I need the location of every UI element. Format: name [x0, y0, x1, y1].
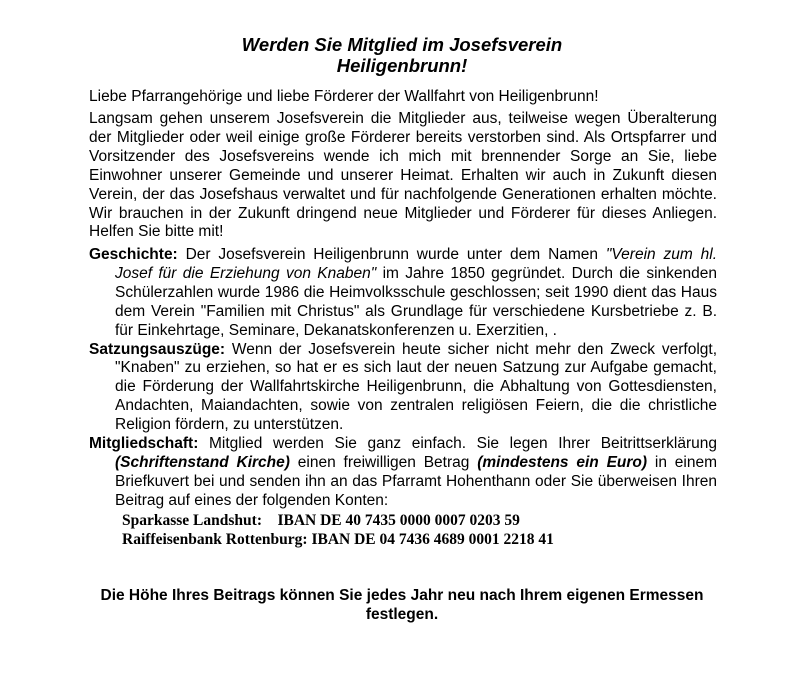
mitglied-mindestbetrag: (mindestens ein Euro) — [477, 453, 648, 471]
title-line-2: Heiligenbrunn! — [336, 55, 468, 76]
mitglied-text-3: in einem Briefkuvert bei und senden ihn an das Pfarramt Hohenthann oder Sie überweisen Ihren Beitrag auf eines der folgenden Konten: — [115, 453, 718, 509]
satzung-label: Satzungsauszüge: — [89, 340, 226, 358]
intro-paragraph: Langsam gehen unserem Josefsverein die Mitglieder aus, teilweise wegen Überalterung der Mitglieder oder weil einige große Förderer bereits verstorben sind. Als Ortspfarrer und Vorsitzender des Josefsvereins wende ich mich mit brennender Sorge an Sie, liebe Einwohner unserer Gemeinde und unserer Heimat. Erhalten wir auch in Zukunft diesen Verein, der das Josefshaus verwaltet und für nachfolgende Generationen erhalten möchte. Wir brauchen in der Zukunft dringend neue Mitglieder und Förderer für dieses Anliegen. Helfen Sie bitte mit! — [89, 110, 717, 241]
bank-account-sparkasse: Sparkasse Landshut: IBAN DE 40 7435 0000 0007 0203 59 — [122, 511, 520, 529]
title-line-1: Werden Sie Mitglied im Josefsverein — [241, 34, 563, 55]
geschichte-text-2: im Jahre 1850 gegründet. Durch die sinkenden Schülerzahlen wurde 1986 die Heimvolksschule geschlossen; seit 1990 dient das Haus dem Verein "Familien mit Christus" als Grundlage für verschiedene Kursbetriebe z. B. für Einkehrtage, Seminare, Dekanatskonferenzen u. Exerzitien, . — [115, 264, 717, 339]
mitglied-text-1: Mitglied werden Sie ganz einfach. Sie legen Ihrer Beitrittserklärung — [209, 435, 717, 453]
geschichte-quote: "Verein zum hl. Josef für die Erziehung von Knaben" — [115, 246, 718, 282]
section-geschichte — [89, 246, 717, 341]
closing-note — [0, 586, 804, 624]
closing-line-1: Die Höhe Ihres Beitrags können Sie jedes Jahr neu nach Ihrem eigenen Ermessen — [100, 587, 704, 604]
greeting: Liebe Pfarrangehörige und liebe Förderer der Wallfahrt von Heiligenbrunn! — [89, 88, 599, 105]
section-satzung — [89, 341, 717, 436]
sections — [89, 246, 717, 550]
satzung-text: Wenn der Josefsverein heute sicher nicht mehr den Zweck verfolgt, "Knaben" zu erziehen, so hat er es sich laut der neuen Satzung zur Aufgabe gemacht, die Förderung der Wallfahrtskirche Heiligenbrunn, die Abhaltung von Gottesdiensten, Andachten, Maiandachten, sowie von zentralen religiösen Feiern, die die christliche Religion fördern, zu unterstützen. — [115, 340, 717, 434]
bank-account-raiffeisen: Raiffeisenbank Rottenburg: IBAN DE 04 7436 4689 0001 2218 41 — [122, 531, 554, 549]
page-title — [0, 34, 804, 76]
mitglied-schriftenstand: (Schriftenstand Kirche) — [115, 453, 290, 471]
geschichte-label: Geschichte: — [89, 246, 178, 263]
mitglied-text-2: einen freiwilligen Betrag — [297, 453, 470, 471]
mitglied-label: Mitgliedschaft: — [89, 435, 199, 453]
geschichte-text-1: Der Josefsverein Heiligenbrunn wurde unter dem Namen — [185, 246, 599, 263]
closing-line-2: festlegen. — [365, 606, 439, 623]
section-mitgliedschaft — [89, 435, 717, 511]
